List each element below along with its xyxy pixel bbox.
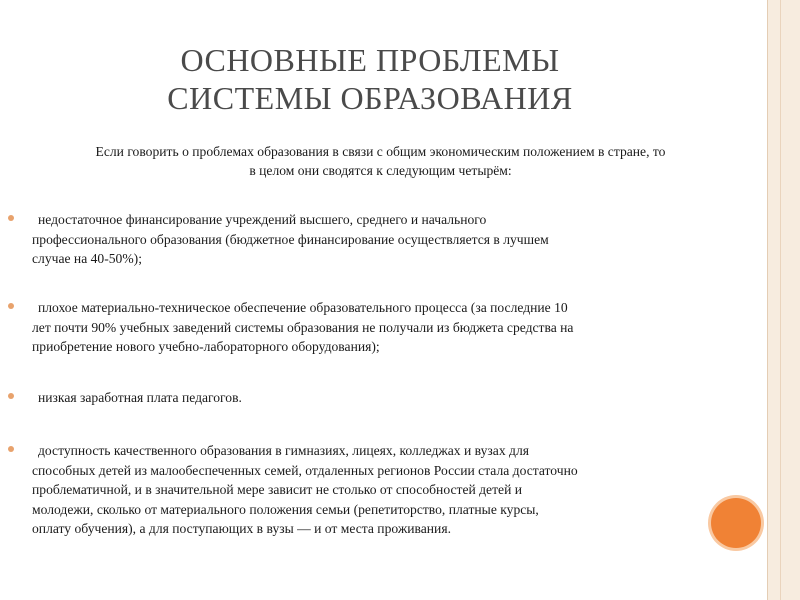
intro-paragraph [8,142,753,180]
list-item-line: приобретение нового учебно-лабораторного оборудования); [32,339,380,354]
list-item-line: способных детей из малообеспеченных семей, отдаленных регионов России стала достаточно [32,462,578,478]
slide-title-line-2: СИСТЕМЫ ОБРАЗОВАНИЯ [167,80,573,116]
list-item-line: плохое материально-техническое обеспечение образовательного процесса (за последние 10 [38,300,568,315]
bullet-icon [8,303,14,309]
list-item-text [32,388,732,408]
bullet-icon [8,446,14,452]
intro-line-2: в целом они сводятся к следующим четырём: [249,163,512,178]
decorative-orange-circle-icon [711,498,761,548]
list-item-line: доступность качественного образования в гимназиях, лицеях, колледжах и вузах для [38,443,529,458]
list-item-line: лет почти 90% учебных заведений системы образования не получали из бюджета средства на [32,319,574,335]
list-item-line: профессионального образования (бюджетное финансирование осуществляется в лучшем [32,231,549,247]
list-item-line: низкая заработная плата педагогов. [38,390,242,405]
list-item-line: случае на 40-50%); [32,251,142,266]
list-item-line: проблематичной, и в значительной мере зависит не столько от способностей детей и [32,482,523,497]
slide-title-line-1: ОСНОВНЫЕ ПРОБЛЕМЫ [180,42,560,78]
list-item-line: молодежи, сколько от материального положения семьи (репетиторство, платные курсы, [32,501,539,517]
decorative-right-border [767,0,800,600]
bullet-icon [8,215,14,221]
bullet-icon [8,393,14,399]
list-item-line: недостаточное финансирование учреждений высшего, среднего и начального [38,212,487,227]
list-item-text [32,298,732,357]
decorative-border-line [780,0,781,600]
intro-line-1: Если говорить о проблемах образования в связи с общим экономическим положением в стране, то [95,144,666,159]
list-item-text [32,441,732,539]
list-item-line: оплату обучения), а для поступающих в вузы — и от места проживания. [32,521,451,536]
slide-title [0,41,740,117]
list-item-text [32,210,732,269]
